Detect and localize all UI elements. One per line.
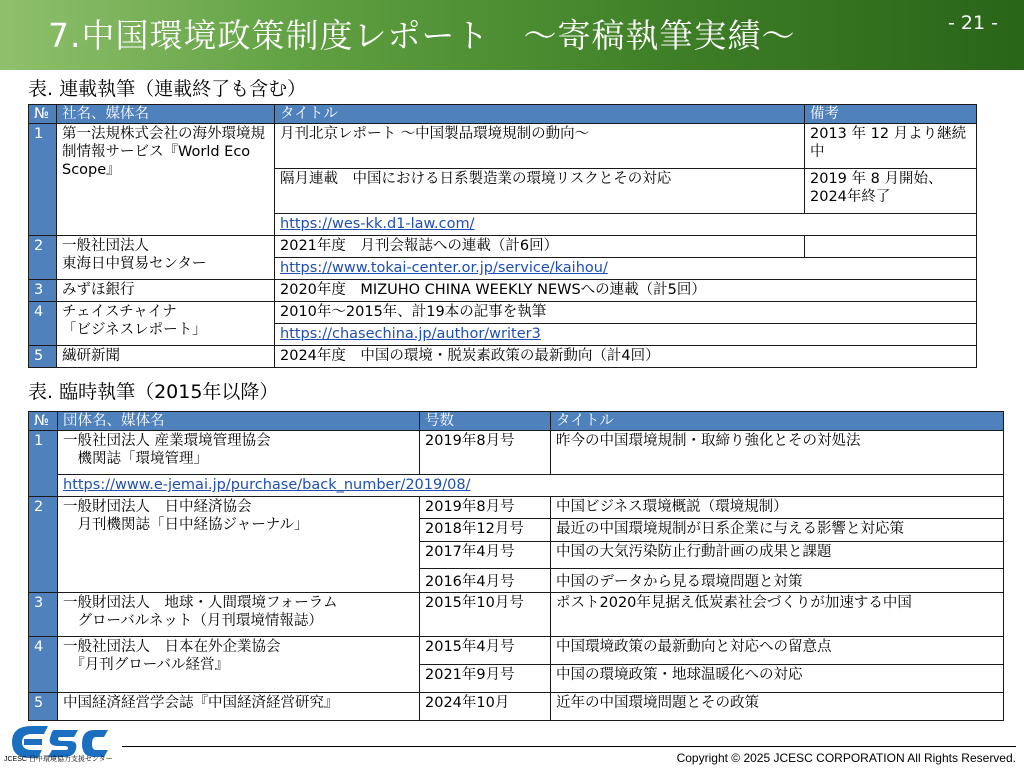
org-name: チェイスチャイナ 「ビジネスレポート」	[57, 302, 275, 346]
article-title: ポスト2020年見据え低炭素社会づくりが加速する中国	[551, 593, 1004, 637]
org-name: 一般社団法人 日本在外企業協会 『月刊グローバル経営』	[58, 637, 420, 693]
article-title: 中国の環境政策・地球温暖化への対応	[551, 665, 1004, 693]
table-row	[29, 280, 977, 302]
org-name: 一般社団法人 産業環境管理協会 機関誌「環境管理」	[58, 431, 420, 475]
header-org: 団体名、媒体名	[58, 412, 420, 431]
article-title: 中国ビジネス環境概説（環境規制）	[551, 497, 1004, 519]
issue: 2017年4月号	[420, 542, 551, 569]
header-note: 備考	[805, 105, 977, 124]
row-number: 4	[29, 302, 57, 346]
article-title: 2020年度 MIZUHO CHINA WEEKLY NEWSへの連載（計5回）	[275, 280, 977, 302]
slide-header	[0, 0, 1024, 70]
article-title: 昨今の中国環境規制・取締り強化とその対処法	[551, 431, 1004, 475]
header-title: タイトル	[275, 105, 805, 124]
issue: 2021年9月号	[420, 665, 551, 693]
issue: 2018年12月号	[420, 519, 551, 542]
row-number: 1	[29, 431, 58, 497]
article-title: 隔月連載 中国における日系製造業の環境リスクとその対応	[275, 169, 805, 214]
table-row	[29, 475, 1004, 497]
table-row	[29, 431, 1004, 475]
tokai-link[interactable]: https://www.tokai-center.or.jp/service/kaihou/	[280, 260, 608, 277]
org-name: 一般財団法人 日中経済協会 月刊機関誌「日中経協ジャーナル」	[58, 497, 420, 593]
row-number: 3	[29, 280, 57, 302]
header-no: №	[29, 105, 57, 124]
wes-link[interactable]: https://wes-kk.d1-law.com/	[280, 216, 475, 233]
org-name: みずほ銀行	[57, 280, 275, 302]
article-title: 月刊北京レポート ～中国製品環境規制の動向～	[275, 124, 805, 169]
issue: 2019年8月号	[420, 431, 551, 475]
jemai-link[interactable]: https://www.e-jemai.jp/purchase/back_number/2019/08/	[63, 477, 471, 494]
article-title: 2024年度 中国の環境・脱炭素政策の最新動向（計4回）	[275, 346, 977, 368]
note: 2019 年 8 月開始、2024年終了	[805, 169, 977, 214]
row-number: 1	[29, 124, 57, 236]
header-issue: 号数	[420, 412, 551, 431]
issue: 2015年4月号	[420, 637, 551, 665]
page-number: - 21 -	[948, 12, 998, 34]
issue: 2016年4月号	[420, 569, 551, 593]
article-title: 中国の大気汚染防止行動計画の成果と課題	[551, 542, 1004, 569]
header-org: 社名、媒体名	[57, 105, 275, 124]
row-number: 2	[29, 497, 58, 593]
table-row	[29, 124, 977, 169]
table-row	[29, 346, 977, 368]
page-title: 7.中国環境政策制度レポート ～寄稿執筆実績～	[48, 16, 796, 55]
org-name: 繊研新聞	[57, 346, 275, 368]
article-title: 最近の中国環境規制が日系企業に与える影響と対応策	[551, 519, 1004, 542]
table-header-row	[29, 412, 1004, 431]
serial-section-title: 表. 連載執筆（連載終了も含む）	[28, 78, 307, 100]
table-row	[29, 497, 1004, 519]
org-name: 第一法規株式会社の海外環境規制情報サービス『World Eco Scope』	[57, 124, 275, 236]
article-title: 中国環境政策の最新動向と対応への留意点	[551, 637, 1004, 665]
table-header-row	[29, 105, 977, 124]
header-title: タイトル	[551, 412, 1004, 431]
org-name: 一般社団法人 東海日中貿易センター	[57, 236, 275, 280]
note	[805, 236, 977, 258]
note: 2013 年 12 月より継続中	[805, 124, 977, 169]
issue: 2024年10月	[420, 693, 551, 721]
issue: 2015年10月号	[420, 593, 551, 637]
chasechina-link[interactable]: https://chasechina.jp/author/writer3	[280, 326, 541, 343]
row-number: 5	[29, 346, 57, 368]
article-title: 近年の中国環境問題とその政策	[551, 693, 1004, 721]
row-number: 5	[29, 693, 58, 721]
row-number: 4	[29, 637, 58, 693]
footer-divider	[122, 746, 1016, 747]
row-number: 2	[29, 236, 57, 280]
article-title: 2010年～2015年、計19本の記事を執筆	[275, 302, 977, 324]
org-name: 中国経済経営学会誌『中国経済経営研究』	[58, 693, 420, 721]
table-row	[29, 593, 1004, 637]
header-no: №	[29, 412, 58, 431]
table-row	[29, 302, 977, 324]
table-row	[29, 637, 1004, 665]
logo-caption: JCESC 日中環境協力支援センター	[4, 756, 113, 763]
row-number: 3	[29, 593, 58, 637]
org-name: 一般財団法人 地球・人間環境フォーラム グローバルネット（月刊環境情報誌）	[58, 593, 420, 637]
table-row	[29, 236, 977, 258]
copyright: Copyright © 2025 JCESC CORPORATION All Rights Reserved.	[676, 751, 1016, 765]
adhoc-writing-table	[28, 411, 1004, 721]
article-title: 2021年度 月刊会報誌への連載（計6回）	[275, 236, 805, 258]
table-row	[29, 693, 1004, 721]
serial-writing-table	[28, 104, 977, 368]
adhoc-section-title: 表. 臨時執筆（2015年以降）	[28, 381, 279, 403]
article-title: 中国のデータから見る環境問題と対策	[551, 569, 1004, 593]
issue: 2019年8月号	[420, 497, 551, 519]
